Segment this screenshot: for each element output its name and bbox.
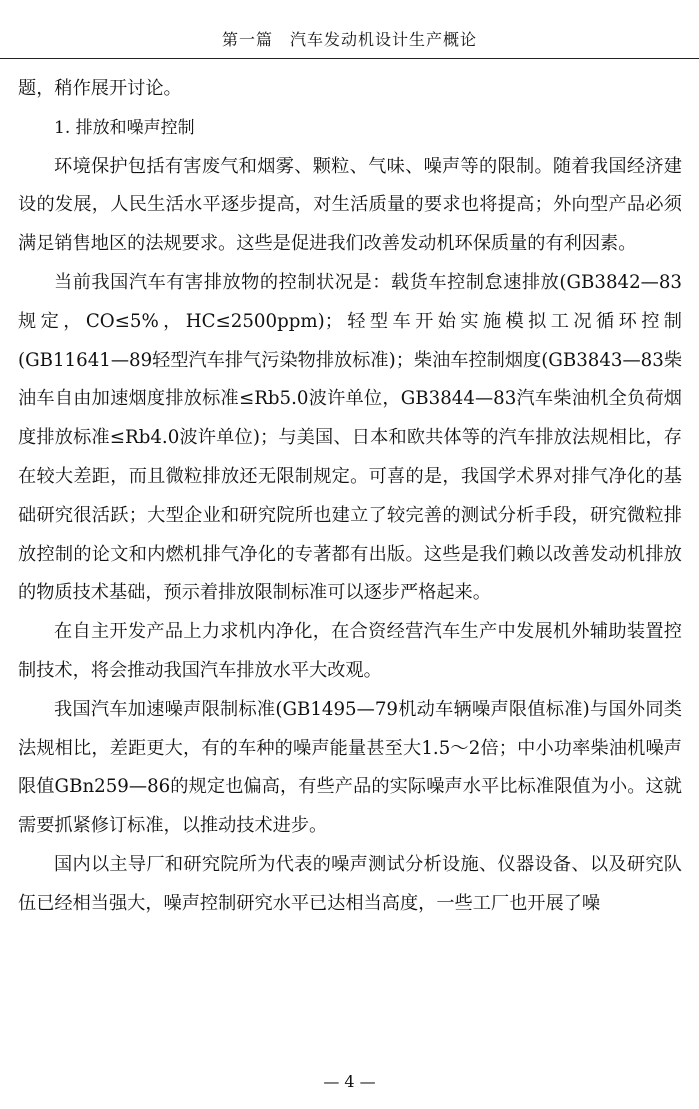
running-header: 第一篇 汽车发动机设计生产概论: [221, 30, 477, 49]
paragraph: 在自主开发产品上力求机内净化，在合资经营汽车生产中发展机外辅助装置控制技术，将会推动我国汽车排放水平大改观。: [18, 621, 682, 681]
header-divider: [0, 58, 699, 59]
paragraph: 国内以主导厂和研究院所为代表的噪声测试分析设施、仪器设备、以及研究队伍已经相当强大，噪声控制研究水平已达相当高度，一些工厂也开展了噪: [18, 853, 682, 914]
paragraph-continuation: 题，稍作展开讨论。: [18, 78, 182, 99]
section-heading: 1. 排放和噪声控制: [54, 117, 195, 138]
body-text: [18, 70, 682, 924]
paragraph: 当前我国汽车有害排放物的控制状况是：载货车控制怠速排放(GB3842—83规定，CO≤5%，HC≤2500ppm)；轻型车开始实施模拟工况循环控制(GB11641—89轻型汽车排气污染物排放标准)；柴油车控制烟度(GB3843—83柴油车自由加速烟度排放标准≤Rb5.0波许单位，GB3844—83汽车柴油机全负荷烟度排放标准≤Rb4.0波许单位)；与美国、日本和欧共体等的汽车排放法规相比，存在较大差距，而且微粒排放还无限制规定。可喜的是，我国学术界对排气净化的基础研究很活跃；大型企业和研究院所也建立了较完善的测试分析手段，研究微粒排放控制的论文和内燃机排气净化的专著都有出版。这些是我们赖以改善发动机排放的物质技术基础，预示着排放限制标准可以逐步严格起来。: [18, 271, 683, 604]
paragraph: 我国汽车加速噪声限制标准(GB1495—79机动车辆噪声限值标准)与国外同类法规相比，差距更大，有的车种的噪声能量甚至大1.5～2倍；中小功率柴油机噪声限值GBn259—86的规定也偏高，有些产品的实际噪声水平比标准限值为小。这就需要抓紧修订标准，以推动技术进步。: [18, 698, 682, 837]
page-number: — 4 —: [323, 1072, 376, 1091]
paragraph: 环境保护包括有害废气和烟雾、颗粒、气味、噪声等的限制。随着我国经济建设的发展，人民生活水平逐步提高，对生活质量的要求也将提高；外向型产品必须满足销售地区的法规要求。这些是促进我们改善发动机环保质量的有利因素。: [18, 155, 682, 255]
